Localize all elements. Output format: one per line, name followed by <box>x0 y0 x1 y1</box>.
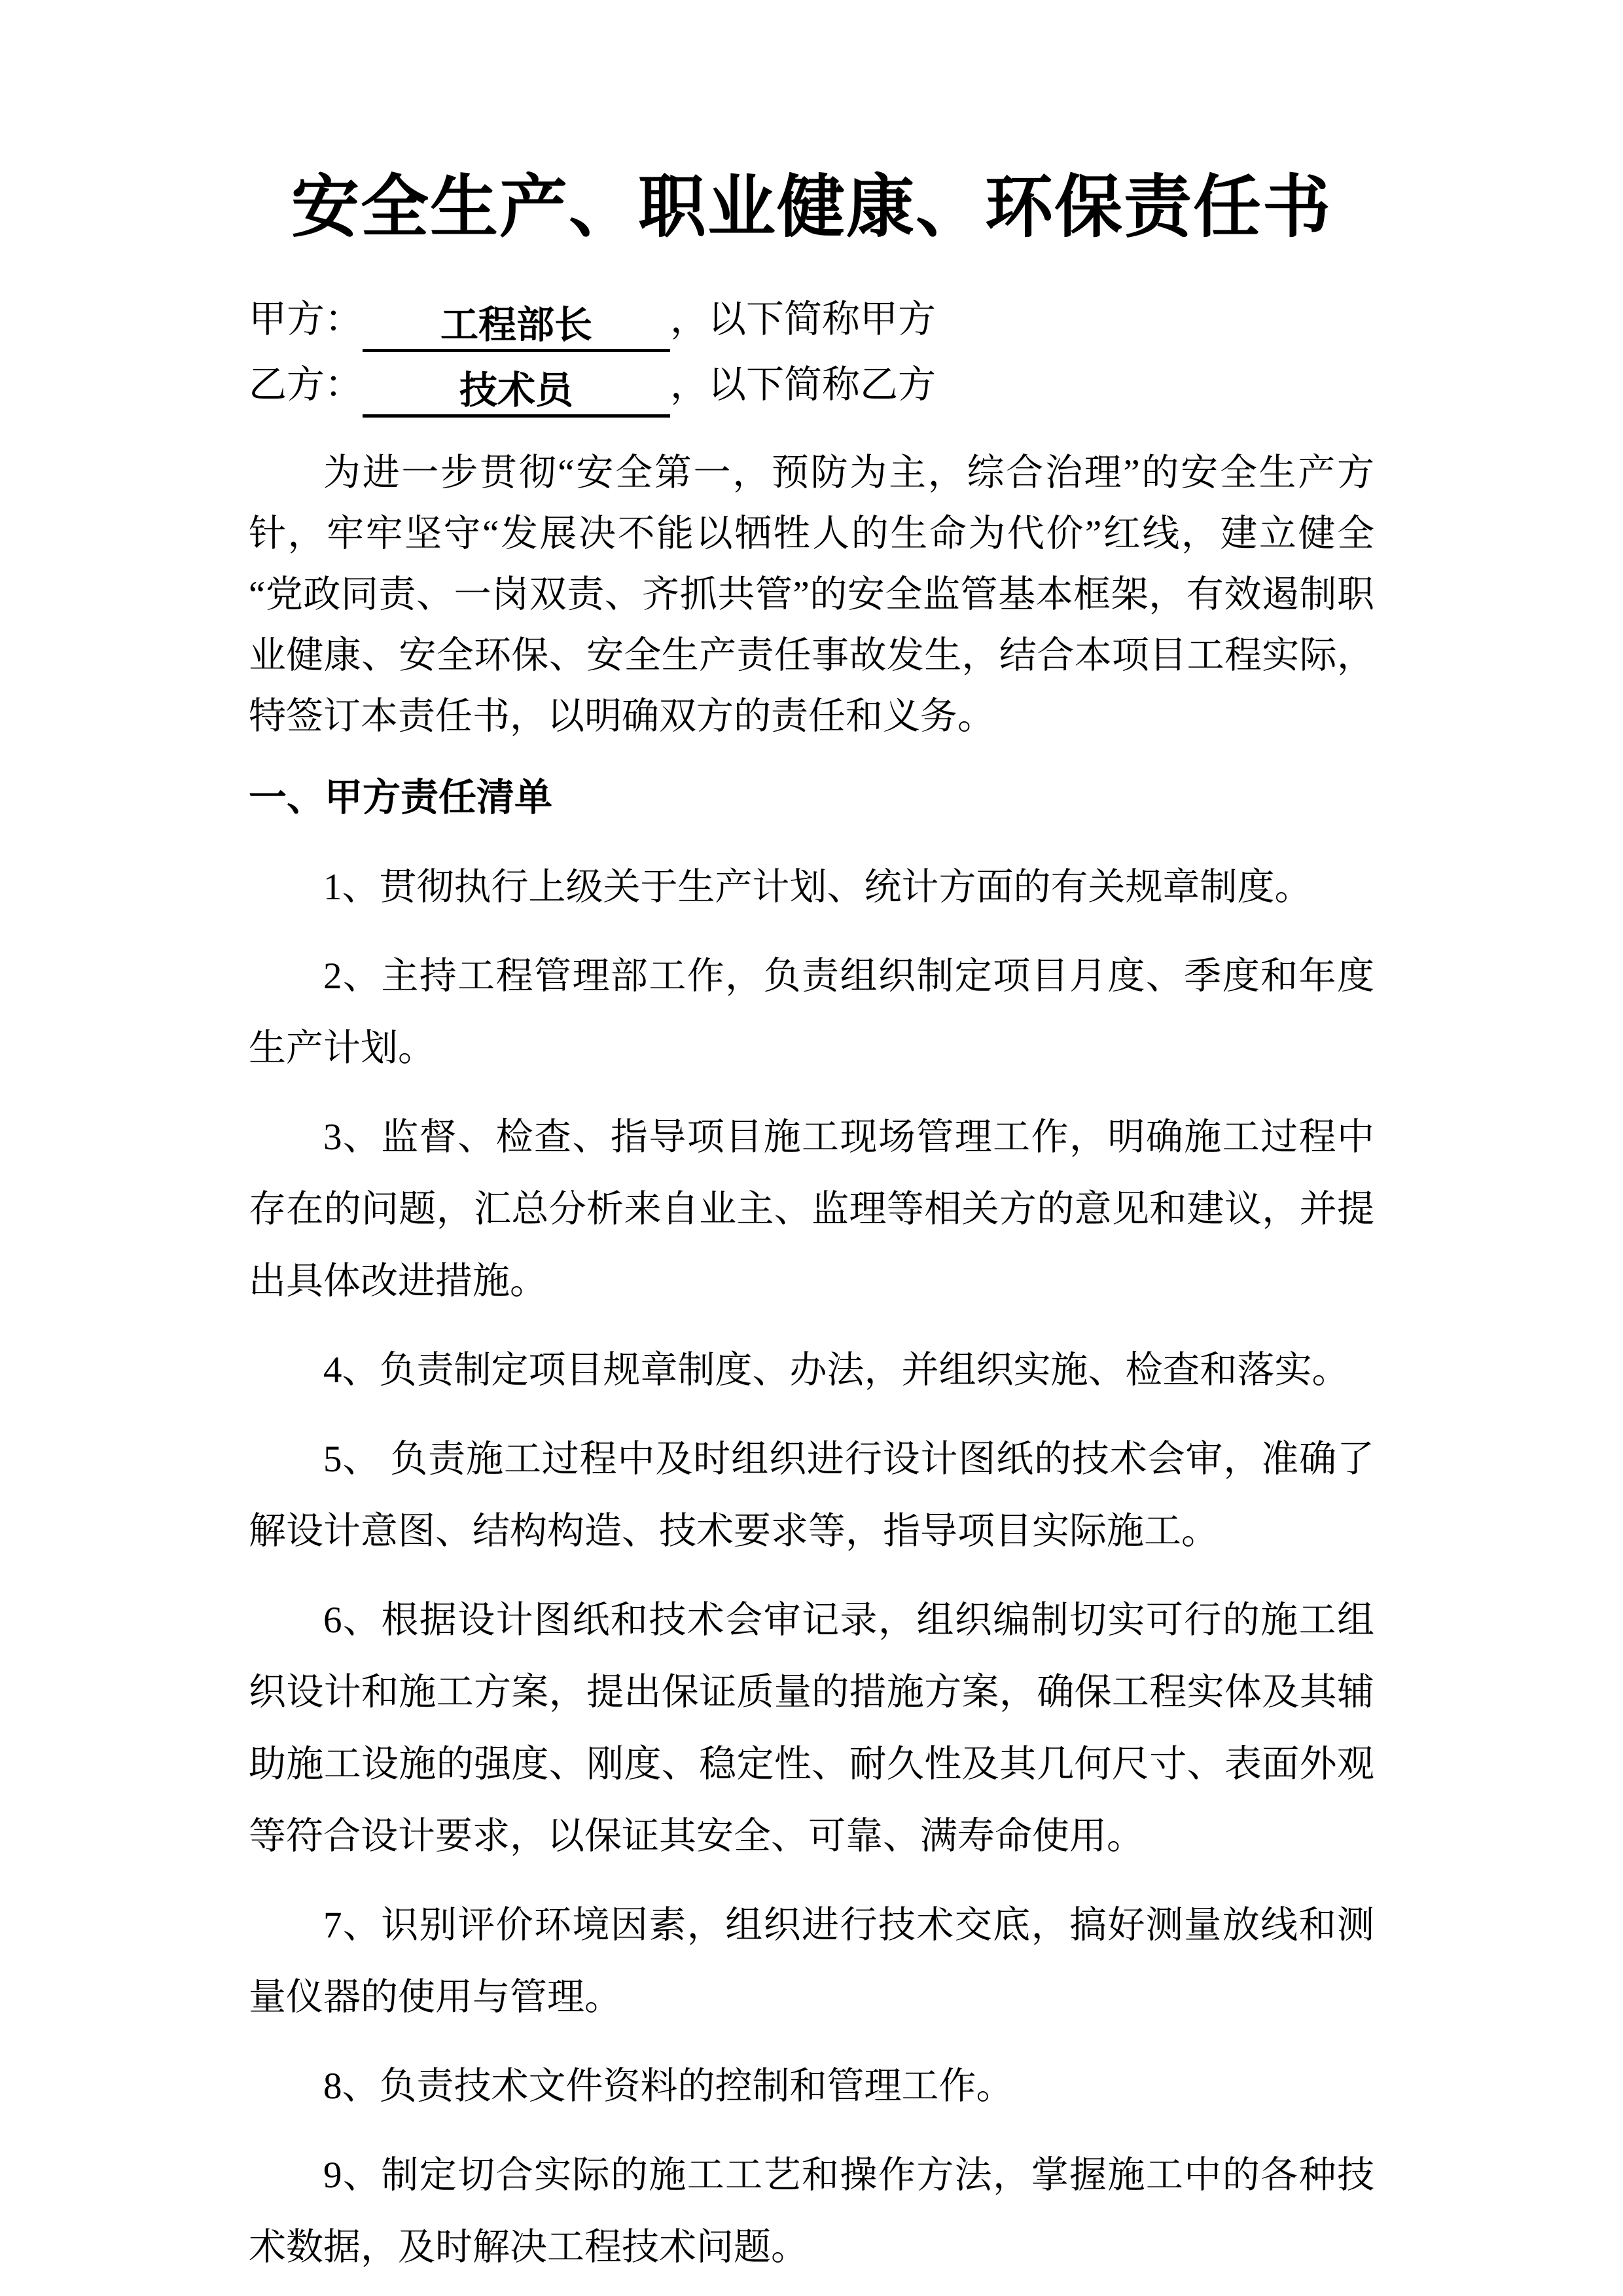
party-a-value: 工程部长 <box>440 303 593 346</box>
party-b-value: 技术员 <box>459 368 574 412</box>
list-item: 6、根据设计图纸和技术会审记录，组织编制切实可行的施工组织设计和施工方案，提出保证质量的措施方案，确保工程实体及其辅助施工设施的强度、刚度、稳定性、耐久性及其几何尺寸、表面外观等符合设计要求，以保证其安全、可靠、满寿命使用。 <box>249 1600 1374 1857</box>
party-b-line <box>249 352 1374 418</box>
document-title: 安全生产、职业健康、环保责任书 <box>291 170 1332 245</box>
party-a-suffix: ，以下简称甲方 <box>670 298 936 341</box>
list-item: 5、 负责施工过程中及时组织进行设计图纸的技术会审，准确了解设计意图、结构构造、技术要求等，指导项目实际施工。 <box>249 1439 1374 1552</box>
intro-paragraph: 为进一步贯彻“安全第一，预防为主，综合治理”的安全生产方针，牢牢坚守“发展决不能以牺牲人的生命为代价”红线，建立健全“党政同责、一岗双责、齐抓共管”的安全监管基本框架，有效遏制职业健康、安全环保、安全生产责任事故发生，结合本项目工程实际，特签订本责任书，以明确双方的责任和义务。 <box>249 452 1374 738</box>
party-b-label: 乙方： <box>249 363 363 406</box>
list-item: 3、监督、检查、指导项目施工现场管理工作，明确施工过程中存在的问题，汇总分析来自业主、监理等相关方的意见和建议，并提出具体改进措施。 <box>249 1117 1374 1302</box>
party-a-blank <box>363 302 670 353</box>
responsibility-list <box>249 852 1374 2284</box>
list-item: 9、制定切合实际的施工工艺和操作方法，掌握施工中的各种技术数据，及时解决工程技术问题。 <box>249 2155 1374 2269</box>
list-item: 4、负责制定项目规章制度、办法，并组织实施、检查和落实。 <box>323 1350 1349 1391</box>
party-a-line <box>249 287 1374 352</box>
section-heading: 一、甲方责任清单 <box>249 776 553 819</box>
list-item: 7、识别评价环境因素，组织进行技术交底，搞好测量放线和测量仪器的使用与管理。 <box>249 1905 1374 2018</box>
list-item: 1、贯彻执行上级关于生产计划、统计方面的有关规章制度。 <box>323 867 1312 908</box>
list-item: 2、主持工程管理部工作，负责组织制定项目月度、季度和年度生产计划。 <box>249 956 1374 1069</box>
list-item: 8、负责技术文件资料的控制和管理工作。 <box>323 2066 1014 2108</box>
party-a-label: 甲方： <box>249 298 363 341</box>
party-b-suffix: ，以下简称乙方 <box>670 363 936 406</box>
party-b-blank <box>363 367 670 418</box>
